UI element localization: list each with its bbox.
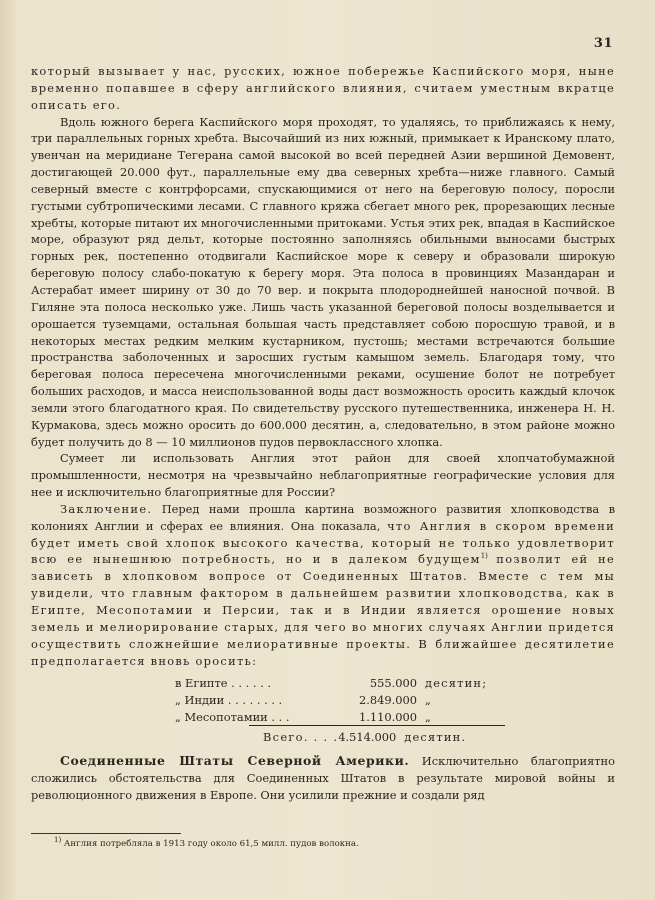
conclusion-label: Заключение. [60, 501, 153, 516]
table-total-name: Всего. . . . [263, 730, 339, 745]
table-row-value: 555.000 [369, 676, 417, 691]
table-row-name: в Египте . . . . . . [175, 676, 271, 691]
table-total-rule [249, 725, 505, 726]
table-total-unit: десятин. [404, 730, 467, 745]
conclusion-text-b: что Англия в скором времени будет иметь свой хлопок высокого качества, который не только удовлетворит всю ее нынешнюю потребность, но и в далеком будущем [31, 518, 615, 567]
table-row-value: 2.849.000 [359, 693, 417, 708]
paragraph-continuation [31, 63, 615, 114]
conclusion-text-a: Перед нами прошла картина возможного развития хлопководства в колониях Англии и сферах ее влияния. Она показала, [31, 501, 615, 533]
body-text [31, 63, 615, 804]
table-row-value: 1.110.000 [359, 710, 417, 725]
paragraph-text: который вызывает у нас, русских, южное побережье Каспийского моря, ныне временно попавшее в сферу английского влияния, считаем уместным вкратце описать его. [31, 64, 615, 112]
table-row-name: „ Месопотамии . . . [175, 710, 290, 725]
table-row-unit: десятин; [425, 676, 488, 691]
section-heading-usa: Соединенные Штаты Северной Америки. [60, 753, 410, 769]
conclusion-text-c: позволит ей не зависеть в хлопковом вопросе от Соединенных Штатов. Вместе с тем мы увидели, что главным фактором в дальнейшем развитии хлопководства, как в Египте, Месопотамии и Персии, так и в Индии является орошение новых земель и мелиорирование старых, для чего во многих случаях Англии придется осуществить сложнейшие мелиоративные проекты. В ближайшее десятилетие предполагается вновь оросить: [31, 552, 615, 668]
footnote-marker: 1) [480, 552, 488, 561]
footnote-text: Англия потребляла в 1913 году около 61,5 милл. пудов волокна. [63, 839, 359, 849]
table-row-name: „ Индии . . . . . . . . [175, 693, 283, 708]
table-row [175, 692, 432, 709]
table-total-row [263, 729, 466, 746]
paragraph-conclusion [31, 501, 615, 669]
usa-text: Исключительно благоприятно сложились обстоятельства для Соединенных Штатов в результате мировой войны и революционного движения в Европе. Они усилили прежние и создали ряд [31, 754, 616, 803]
table-row [175, 709, 432, 726]
paragraph-question: Сумеет ли использовать Англия этот район для своей хлопчатобумажной промышленности, несмотря на чрезвычайно неблагоприятные географические условия для нее и исключительно благоприятные для России? [31, 451, 615, 500]
table-row [175, 675, 487, 692]
table-row-unit: „ [425, 710, 433, 725]
paragraph-usa [31, 753, 615, 804]
footnote-divider [31, 833, 181, 834]
page-number: 31 [593, 36, 613, 51]
footnote-mark: 1) [54, 836, 62, 845]
irrigation-table [31, 673, 615, 749]
table-total-value: 4.514.000 [338, 730, 397, 745]
table-row-unit: „ [425, 693, 433, 708]
paragraph-caspian-coast: Вдоль южного берега Каспийского моря проходят, то удаляясь, то приближаясь к нему, три параллельных горных хребта. Высочайший из них южный, примыкает к Иранскому плато, увенчан на меридиане Тегерана самой высокой во всей передней Азии вершиной Демовент, достигающей 20.000 фут., параллельные ему два северных хребта—ниже главного. Самый северный вместе с контрфорсами, спускающимися от него на береговую полосу, поросли густыми субтропическими лесами. С главного кряжа сбегает много рек, прорезающих лесные хребты, которые питают их многочисленными притоками. Устья этих рек, впадая в Каспийское море, образуют ряд дельт, которые постоянно заполняясь обильными выносами быстрых горных рек, постепенно отодвигали Каспийское море к северу и образовали широкую береговую полосу слабо-покатую к берегу моря. Эта полоса в провинциях Мазандаран и Астерабат имеет ширину от 30 до 70 вер. и покрыта плодороднейшей наносной почвой. В Гиляне эта полоса несколько уже. Лишь часть указанной береговой полосы возделывается и орошается туземцами, остальная большая часть представляет собою поросшую травой, и в некоторых местах редким мелким кустарником, пустошь; местами встречаются большие пространства заболоченных и заросших густым камышом земель. Благодаря тому, что береговая полоса пересечена многочисленными реками, осушение болот не потребует больших расходов, и масса неиспользованной воды даст возможность оросить каждый клочок земли этого благодатного края. По свидетельству русского путешественника, инженера Н. Н. Курмакова, здесь можно оросить до 600.000 десятин, а, следовательно, в этом районе можно будет получить до 8 — 10 миллионов пудов первоклассного хлопка. [31, 114, 615, 449]
footnote [54, 836, 359, 849]
